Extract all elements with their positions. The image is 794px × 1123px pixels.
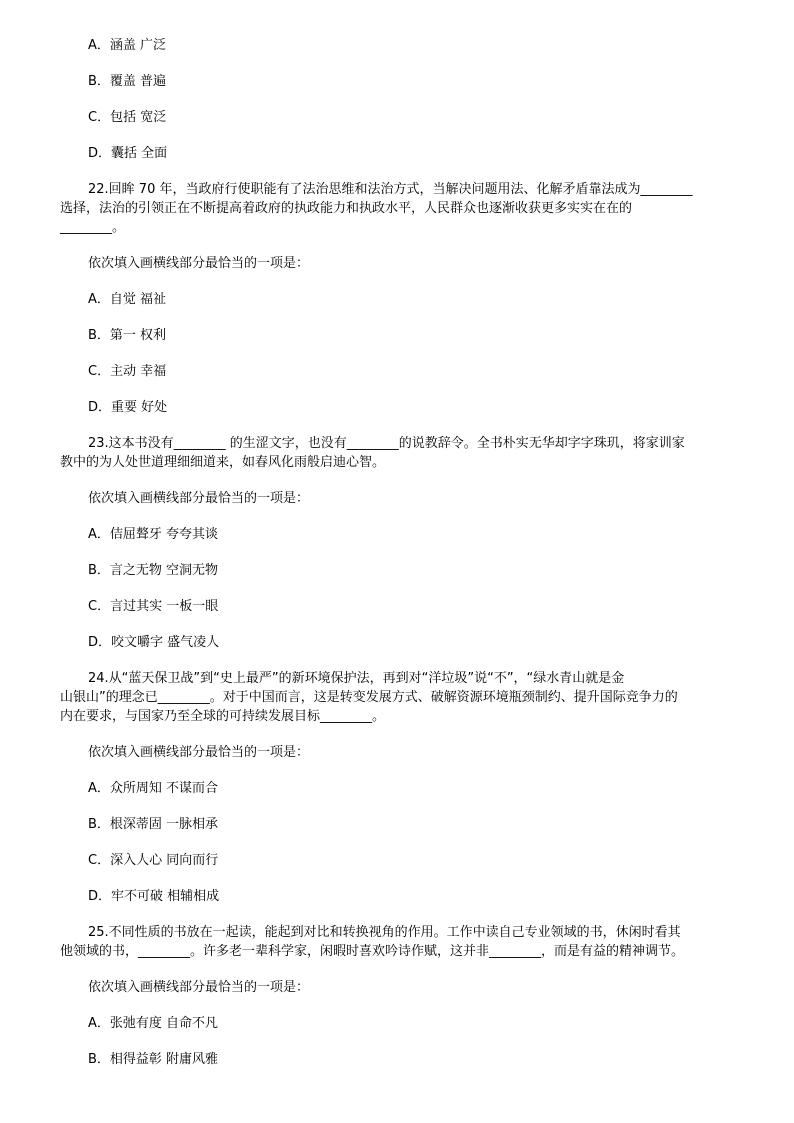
option-d: D．咬文嚼字 盛气凌人 xyxy=(88,635,220,650)
option-a: A．佶屈聱牙 夸夸其谈 xyxy=(88,527,219,542)
question-24-stem-line-1: 24.从“蓝天保卫战”到“史上最严”的新环境保护法，再到对“洋垃圾”说“不”，“绿水青山就是金 xyxy=(88,671,625,686)
question-25-stem-line-1: 25.不同性质的书放在一起读，能起到对比和转换视角的作用。工作中读自己专业领域的书，休闲时看其 xyxy=(88,925,681,940)
option-d: D．牢不可破 相辅相成 xyxy=(88,889,220,904)
option-c: C．言过其实 一板一眼 xyxy=(88,599,219,614)
option-a: A．张弛有度 自命不凡 xyxy=(88,1016,219,1031)
question-22-stem-line-3: ________。 xyxy=(60,220,126,235)
question-23-stem-line-1: 23.这本书没有________ 的生涩文字，也没有________的说教辞令。全书朴实无华却字字珠玑，将家训家 xyxy=(88,436,685,451)
question-23-instruction: 依次填入画横线部分最恰当的一项是： xyxy=(88,491,310,506)
question-23-stem-line-2: 教中的为人处世道理细细道来，如春风化雨般启迪心智。 xyxy=(60,455,386,470)
question-24-stem-line-2: 山银山”的理念已________。对于中国而言，这是转变发展方式、破解资源环境瓶颈制约、提升国际竞争力的 xyxy=(60,690,678,705)
option-c: C．主动 幸福 xyxy=(88,364,167,379)
question-22-stem-line-2: 选择，法治的引领正在不断提高着政府的执政能力和执政水平，人民群众也逐渐收获更多实实在在的 xyxy=(60,201,633,216)
option-c: C．包括 宽泛 xyxy=(88,110,167,125)
option-a: A．自觉 福祉 xyxy=(88,292,167,307)
option-b: B．第一 权利 xyxy=(88,328,167,343)
option-b: B．相得益彰 附庸风雅 xyxy=(88,1052,219,1067)
question-25-instruction: 依次填入画横线部分最恰当的一项是： xyxy=(88,980,310,995)
question-25-stem-line-2: 他领域的书，________。许多老一辈科学家，闲暇时喜欢吟诗作赋，这并非________，而是有益的精神调节。 xyxy=(60,944,685,959)
option-b: B．言之无物 空洞无物 xyxy=(88,563,219,578)
question-22-stem-line-1: 22.回眸 70 年，当政府行使职能有了法治思维和法治方式，当解决问题用法、化解矛盾靠法成为________ xyxy=(88,182,693,197)
option-c: C．深入人心 同向而行 xyxy=(88,853,219,868)
option-b: B．覆盖 普遍 xyxy=(88,74,167,89)
option-a: A．众所周知 不谋而合 xyxy=(88,781,219,796)
question-22-instruction: 依次填入画横线部分最恰当的一项是： xyxy=(88,256,310,271)
option-b: B．根深蒂固 一脉相承 xyxy=(88,817,219,832)
option-d: D．囊括 全面 xyxy=(88,146,168,161)
option-a: A．涵盖 广泛 xyxy=(88,38,167,53)
option-d: D．重要 好处 xyxy=(88,400,168,415)
question-24-instruction: 依次填入画横线部分最恰当的一项是： xyxy=(88,745,310,760)
question-24-stem-line-3: 内在要求，与国家乃至全球的可持续发展目标________。 xyxy=(60,709,386,724)
